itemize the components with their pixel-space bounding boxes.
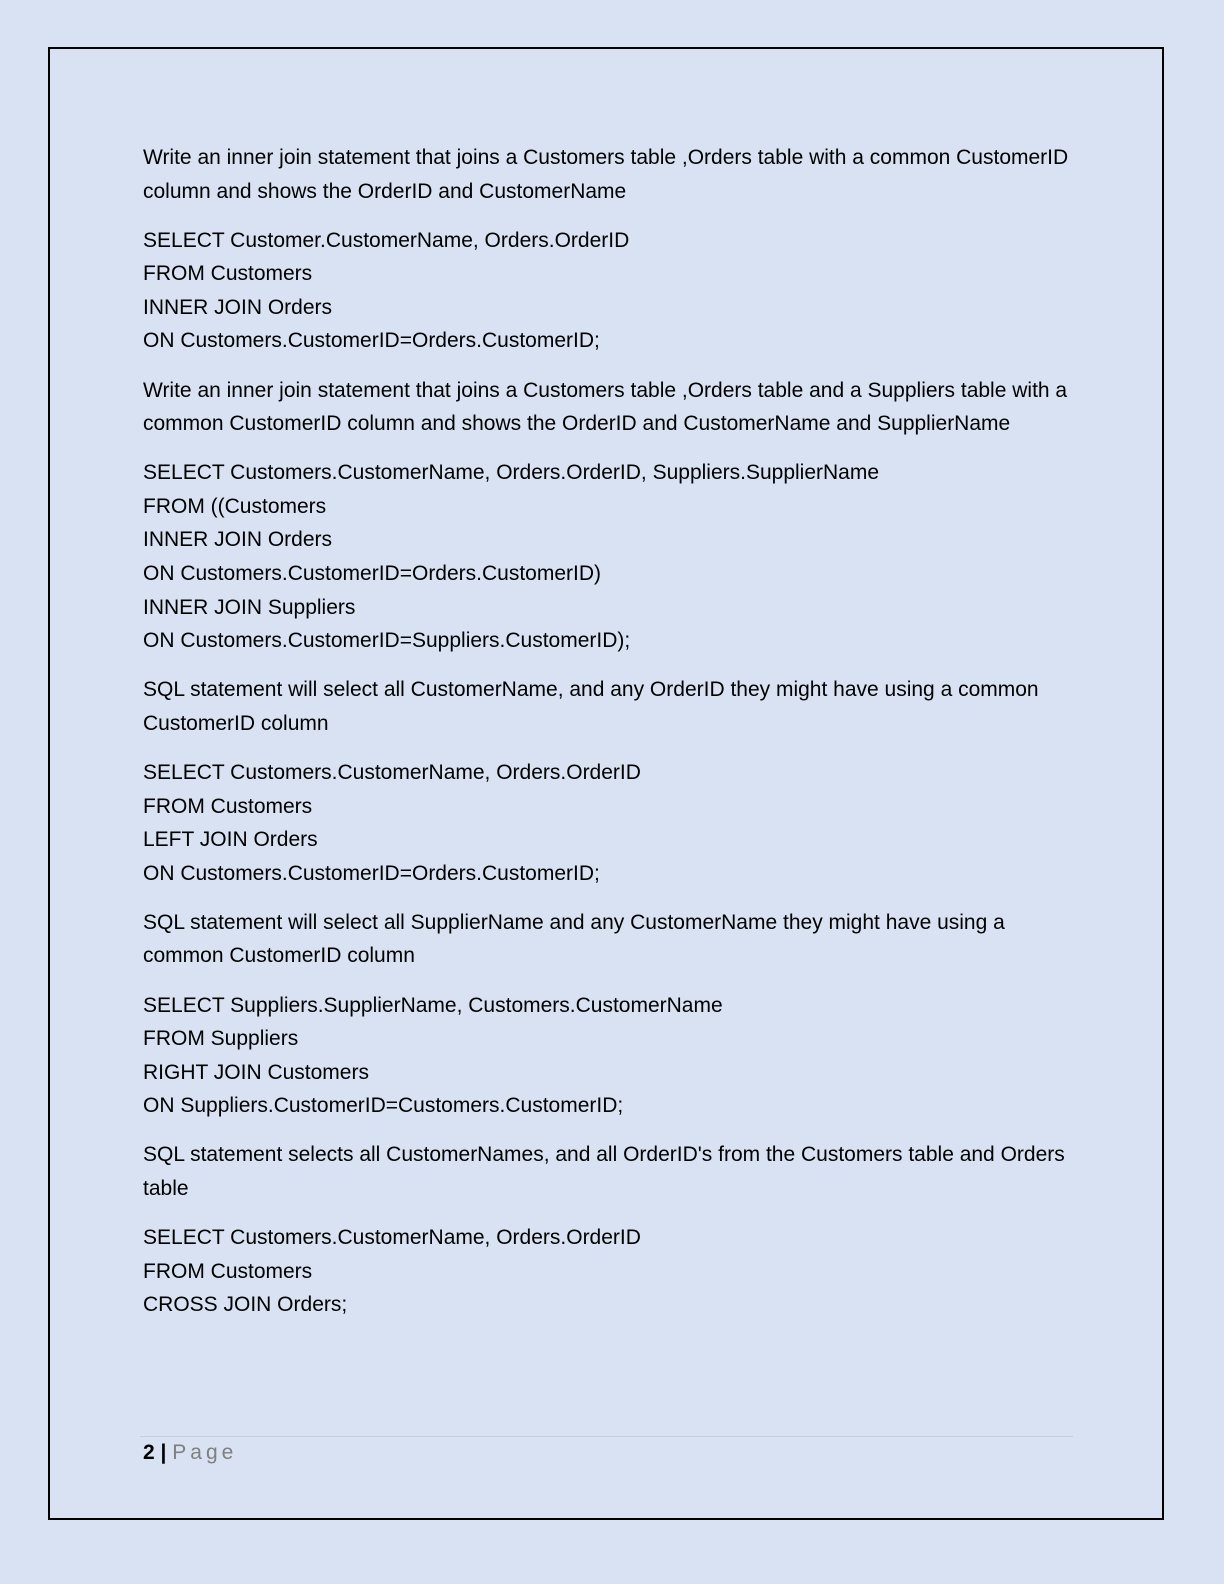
sql-line: SELECT Customers.CustomerName, Orders.OrderID <box>143 761 641 784</box>
sql-block-2 <box>143 456 1083 658</box>
page-footer <box>143 1438 237 1468</box>
footer-divider <box>140 1436 1073 1437</box>
sql-line: INNER JOIN Orders <box>143 528 333 552</box>
sql-line: SELECT Customers.CustomerName, Orders.OrderID <box>143 1226 641 1250</box>
footer-separator: | <box>160 1441 167 1464</box>
sql-line: SELECT Customer.CustomerName, Orders.OrderID <box>143 228 630 252</box>
page-number: 2 <box>143 1441 155 1464</box>
document-body <box>143 141 1083 1337</box>
sql-line: FROM Customers <box>143 1259 313 1283</box>
sql-line: ON Customers.CustomerID=Orders.CustomerID; <box>143 861 600 885</box>
question-1: Write an inner join statement that joins a Customers table ,Orders table with a common CustomerID column and shows the OrderID and CustomerName <box>143 146 1069 203</box>
sql-line: FROM Suppliers <box>143 1027 299 1051</box>
sql-line: ON Suppliers.CustomerID=Customers.CustomerID; <box>143 1094 624 1118</box>
question-4: SQL statement will select all SupplierName and any CustomerName they might have using a common CustomerID column <box>143 910 1005 968</box>
sql-block-4 <box>143 989 1083 1123</box>
sql-line: ON Customers.CustomerID=Orders.CustomerID) <box>143 562 602 586</box>
sql-line: SELECT Suppliers.SupplierName, Customers.CustomerName <box>143 993 723 1017</box>
sql-line: FROM Customers <box>143 794 313 818</box>
sql-line: INNER JOIN Suppliers <box>143 595 356 619</box>
sql-line: LEFT JOIN Orders <box>143 828 318 852</box>
sql-line: ON Customers.CustomerID=Suppliers.CustomerID); <box>143 629 631 653</box>
sql-line: FROM Customers <box>143 262 313 286</box>
question-5: SQL statement selects all CustomerNames, and all OrderID's from the Customers table and Orders table <box>143 1143 1065 1201</box>
sql-line: CROSS JOIN Orders; <box>143 1293 348 1317</box>
question-3: SQL statement will select all CustomerName, and any OrderID they might have using a common CustomerID column <box>143 678 1039 735</box>
sql-line: RIGHT JOIN Customers <box>143 1060 369 1084</box>
page-label: Page <box>172 1441 238 1464</box>
sql-block-5 <box>143 1221 1083 1322</box>
sql-line: INNER JOIN Orders <box>143 295 333 319</box>
sql-line: FROM ((Customers <box>143 494 327 518</box>
sql-block-1 <box>143 224 1083 358</box>
sql-line: SELECT Customers.CustomerName, Orders.OrderID, Suppliers.SupplierName <box>143 461 880 485</box>
sql-block-3 <box>143 756 1083 890</box>
sql-line: ON Customers.CustomerID=Orders.CustomerID; <box>143 329 600 353</box>
question-2: Write an inner join statement that joins a Customers table ,Orders table and a Suppliers table with a common CustomerID column and shows the OrderID and CustomerName and SupplierName <box>143 378 1068 436</box>
